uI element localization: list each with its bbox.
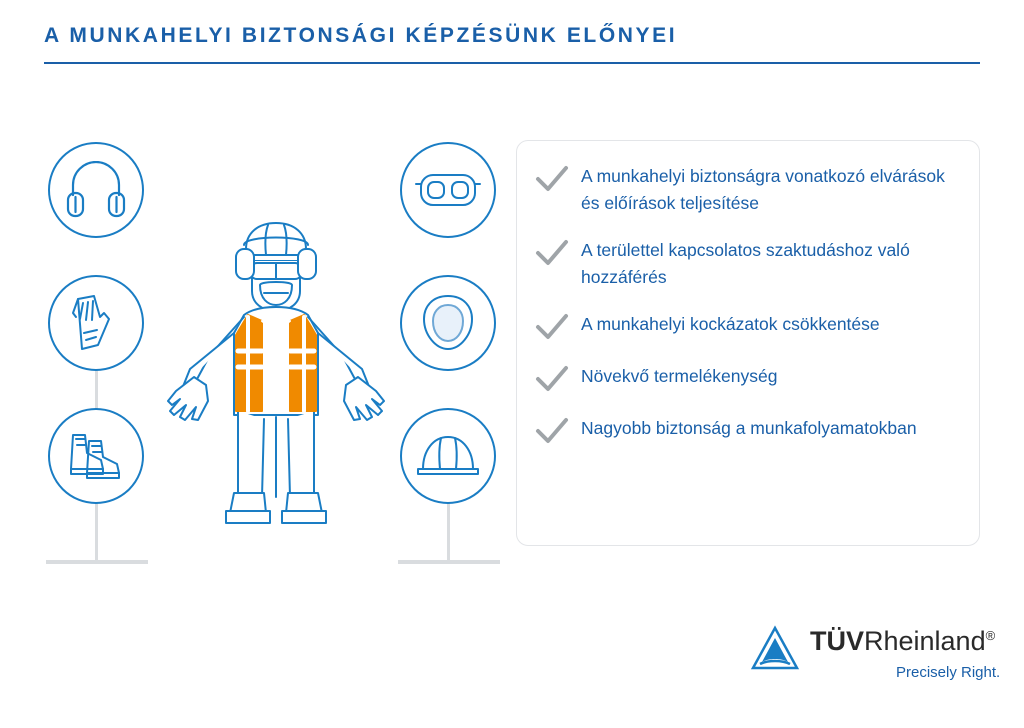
checkmark-icon — [535, 365, 569, 395]
list-item — [535, 363, 953, 395]
ear-protection-icon — [48, 142, 144, 238]
list-item — [535, 163, 953, 217]
tuv-logo-mark-icon — [748, 624, 802, 674]
logo-brand-light: Rheinland — [864, 626, 986, 656]
benefit-label: A munkahelyi biztonságra vonatkozó elvárások és előírások teljesítése — [581, 166, 945, 213]
list-item — [535, 311, 953, 343]
left-stem-base — [46, 560, 148, 564]
checkmark-icon — [535, 417, 569, 447]
safety-boots-icon — [48, 408, 144, 504]
logo-wordmark — [810, 626, 995, 657]
benefits-panel — [516, 140, 980, 546]
safety-gloves-icon — [48, 275, 144, 371]
checkmark-icon — [535, 239, 569, 269]
worker-figure-illustration — [152, 205, 400, 545]
checkmark-icon — [535, 165, 569, 195]
logo-brand-bold: TÜV — [810, 626, 864, 656]
respirator-mask-icon — [400, 275, 496, 371]
safety-goggles-icon — [400, 142, 496, 238]
list-item — [535, 237, 953, 291]
benefit-label: Nagyobb biztonság a munkafolyamatokban — [581, 418, 917, 438]
list-item — [535, 415, 953, 447]
benefit-label: Növekvő termelékenység — [581, 366, 778, 386]
right-stem-vertical — [447, 500, 450, 562]
logo-registered-mark: ® — [985, 628, 996, 643]
tuv-rheinland-logo — [748, 622, 1001, 692]
safety-helmet-icon — [400, 408, 496, 504]
page-title: A MUNKAHELYI BIZTONSÁGI KÉPZÉSÜNK ELŐNYEI — [44, 24, 678, 47]
benefit-label: A munkahelyi kockázatok csökkentése — [581, 314, 880, 334]
logo-tagline: Precisely Right. — [896, 664, 1001, 681]
benefit-label: A területtel kapcsolatos szaktudáshoz való hozzáférés — [581, 240, 910, 287]
checkmark-icon — [535, 313, 569, 343]
right-stem-base — [398, 560, 500, 564]
